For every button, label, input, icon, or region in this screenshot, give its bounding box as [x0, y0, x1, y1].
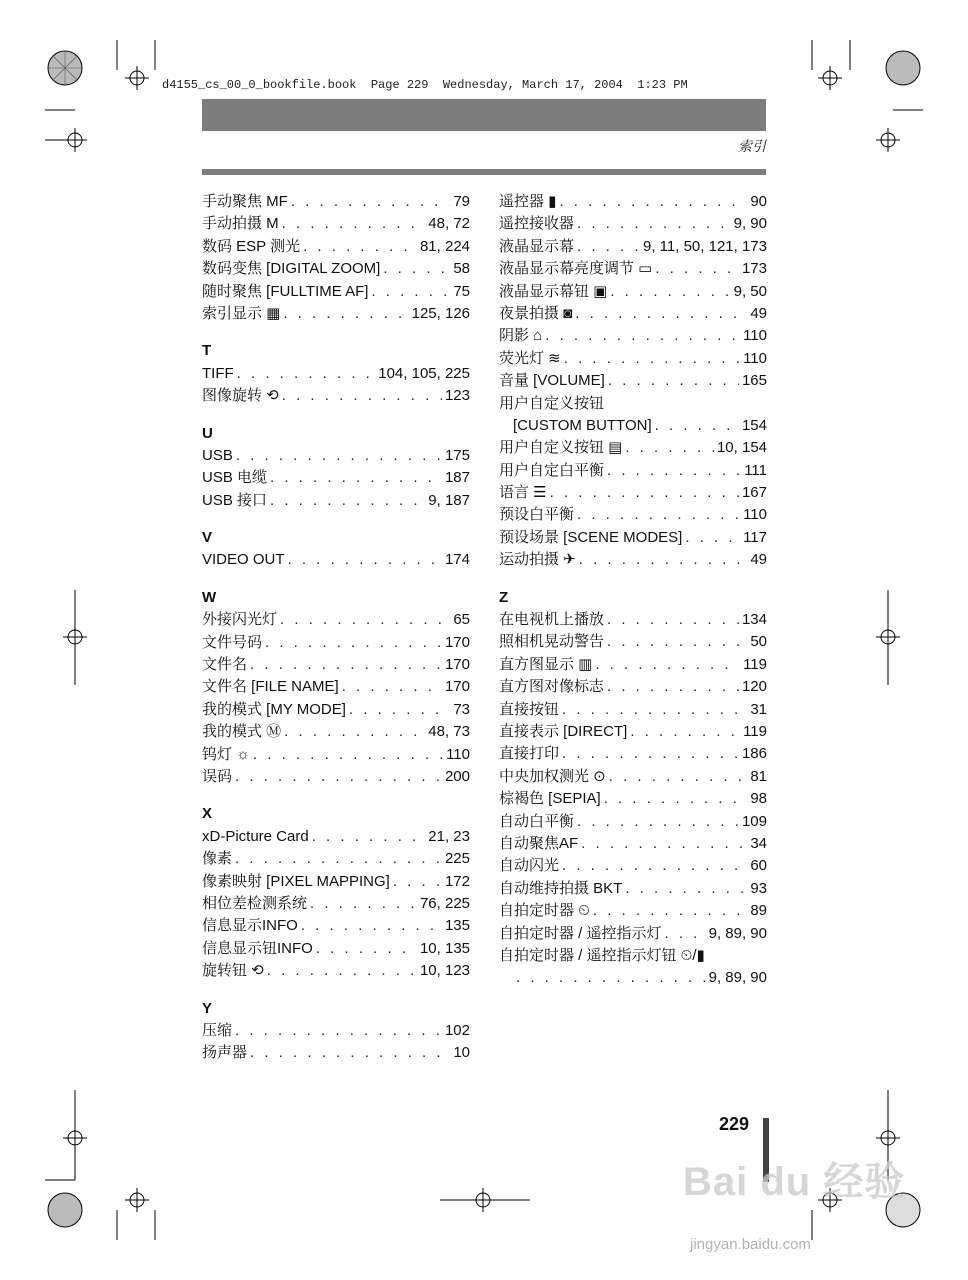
index-pages: 81 [750, 767, 767, 785]
index-pages: 111 [744, 461, 767, 479]
index-pages: 110 [743, 327, 767, 345]
index-pages: 110 [743, 506, 767, 524]
leader-dots [282, 385, 442, 407]
header-band [202, 99, 766, 131]
index-term: 旋转钮 ⟲ [202, 962, 264, 980]
index-pages: 9, 50 [733, 282, 767, 300]
index-term: 索引显示 ▦ [202, 304, 281, 322]
index-term: 液晶显示幕钮 ▣ [499, 282, 608, 300]
leader-dots [253, 744, 443, 766]
index-term: 预设场景 [SCENE MODES] [499, 528, 683, 546]
index-term: 用户自定义按钮 [499, 394, 605, 412]
leader-dots [625, 437, 714, 459]
index-pages: 165 [741, 372, 767, 390]
leader-dots [235, 1020, 442, 1042]
watermark-site: jingyan.baidu.com [690, 1236, 811, 1253]
index-entry [499, 281, 767, 303]
index-term: 直接表示 [DIRECT] [499, 722, 628, 740]
index-term: 外接闪光灯 [202, 611, 278, 629]
index-entry [499, 258, 767, 280]
index-pages: 110 [446, 745, 470, 763]
index-pages: 175 [444, 446, 470, 464]
index-term: 数码 ESP 测光 [202, 237, 301, 255]
index-entry [499, 833, 767, 855]
index-column-right [499, 191, 767, 990]
leader-dots [607, 631, 747, 653]
index-pages: 21, 23 [428, 827, 470, 845]
index-pages: 9, 89, 90 [708, 969, 767, 987]
index-term: 手动聚焦 MF [202, 193, 288, 210]
index-entry [499, 788, 767, 810]
index-entry [499, 437, 767, 459]
leader-dots [283, 303, 408, 325]
leader-dots [282, 213, 426, 235]
leader-dots [301, 915, 442, 937]
index-term: 数码变焦 [DIGITAL ZOOM] [202, 260, 381, 278]
leader-dots [564, 348, 740, 370]
index-entry [202, 549, 470, 571]
leader-dots [607, 609, 739, 631]
index-entry [499, 878, 767, 900]
index-term: [CUSTOM BUTTON] [513, 416, 652, 434]
index-term: 自动闪光 [499, 857, 560, 875]
index-term: 信息显示钮INFO [202, 939, 313, 957]
index-letter-heading: Y [202, 999, 213, 1017]
index-pages: 48, 72 [428, 215, 470, 233]
index-entry [499, 676, 767, 698]
index-entry [202, 893, 470, 915]
index-pages: 104, 105, 225 [378, 364, 470, 382]
index-pages: 76, 225 [419, 894, 470, 912]
index-entry [202, 1020, 470, 1042]
leader-dots [393, 871, 442, 893]
index-pages: 65 [453, 611, 470, 629]
index-term: 荧光灯 ≋ [499, 349, 561, 367]
index-term: 信息显示INFO [202, 917, 298, 935]
index-pages: 31 [750, 700, 767, 718]
index-term: 用户自定义按钮 ▤ [499, 439, 623, 457]
index-entry [499, 213, 767, 235]
index-term: 在电视机上播放 [499, 611, 605, 629]
index-letter-heading: U [202, 424, 213, 442]
leader-dots [577, 213, 731, 235]
index-entry [202, 871, 470, 893]
index-entry [499, 303, 767, 325]
index-entry [499, 900, 767, 922]
index-entry [202, 915, 470, 937]
index-entry [202, 281, 470, 303]
index-pages: 98 [750, 790, 767, 808]
index-term: 遥控接收器 [499, 215, 575, 233]
leader-dots [237, 363, 376, 385]
index-term: 液晶显示幕亮度调节 ▭ [499, 260, 653, 278]
index-term: 夜景拍摄 ◙ [499, 304, 573, 322]
leader-dots [270, 467, 442, 489]
index-pages: 9, 90 [733, 215, 767, 233]
index-entry [202, 445, 470, 467]
leader-dots [607, 460, 741, 482]
index-term: USB 接口 [202, 491, 268, 509]
leader-dots [265, 632, 442, 654]
index-pages: 9, 11, 50, 121, 173 [643, 237, 767, 255]
leader-dots [562, 699, 747, 721]
index-pages: 10 [453, 1044, 470, 1062]
index-term: 自动白平衡 [499, 812, 575, 830]
leader-dots [371, 281, 450, 303]
index-entry [499, 967, 767, 989]
leader-dots [665, 923, 706, 945]
index-pages: 109 [741, 812, 767, 830]
index-entry [202, 654, 470, 676]
index-entry [202, 744, 470, 766]
leader-dots [562, 855, 747, 877]
index-entry [202, 609, 470, 631]
index-pages: 186 [741, 745, 767, 763]
leader-dots [610, 281, 730, 303]
index-term: 遥控器 ▮ [499, 193, 557, 210]
index-pages: 10, 123 [419, 962, 470, 980]
index-pages: 170 [444, 633, 470, 651]
index-pages: 58 [453, 260, 470, 278]
leader-dots [595, 654, 740, 676]
index-term: 阴影 ⌂ [499, 327, 543, 345]
index-term: TIFF [202, 364, 234, 382]
leader-dots [284, 721, 425, 743]
header-rule [202, 169, 766, 175]
index-entry [202, 960, 470, 982]
index-entry [202, 213, 470, 235]
index-pages: 172 [444, 872, 470, 890]
index-term: 用户自定白平衡 [499, 461, 605, 479]
index-letter-heading: Z [499, 588, 509, 606]
index-pages: 81, 224 [419, 237, 470, 255]
index-term: 自动维持拍摄 BKT [499, 879, 623, 897]
index-term: 预设白平衡 [499, 506, 575, 524]
index-pages: 73 [453, 700, 470, 718]
index-term: VIDEO OUT [202, 551, 285, 569]
index-pages: 173 [741, 260, 767, 278]
index-term: 直接按钮 [499, 700, 560, 718]
index-term: 自拍定时器 ⏲ [499, 902, 590, 920]
leader-dots [579, 549, 748, 571]
index-term: 随时聚焦 [FULLTIME AF] [202, 282, 369, 300]
index-term: 直方图对像标志 [499, 678, 605, 696]
index-term: 我的模式 [MY MODE] [202, 700, 346, 718]
index-entry [499, 549, 767, 571]
leader-dots [581, 833, 747, 855]
index-pages: 60 [750, 857, 767, 875]
index-pages: 10, 135 [419, 939, 470, 957]
index-entry [499, 945, 767, 967]
index-term: 自拍定时器 / 遥控指示灯 [499, 924, 662, 942]
index-pages: 120 [741, 678, 767, 696]
index-column-left [202, 191, 470, 1065]
index-entry [499, 504, 767, 526]
index-pages: 154 [741, 416, 767, 434]
leader-dots [685, 527, 740, 549]
index-term: 手动拍摄 M [202, 215, 279, 233]
index-pages: 79 [453, 193, 470, 210]
index-entry [202, 938, 470, 960]
leader-dots [609, 766, 748, 788]
index-pages: 110 [743, 349, 767, 367]
index-pages: 34 [750, 834, 767, 852]
index-entry [202, 766, 470, 788]
index-entry [499, 393, 767, 415]
index-entry [499, 482, 767, 504]
index-term: 音量 [VOLUME] [499, 372, 605, 390]
index-pages: 187 [444, 469, 470, 487]
leader-dots [608, 370, 739, 392]
index-pages: 49 [750, 304, 767, 322]
index-pages: 225 [444, 850, 470, 868]
index-pages: 102 [444, 1021, 470, 1039]
index-term: USB 电缆 [202, 469, 268, 487]
index-term: xD-Picture Card [202, 827, 309, 845]
leader-dots [655, 415, 739, 437]
index-term: 自拍定时器 / 遥控指示灯钮 ⏲/▮ [499, 946, 705, 964]
index-entry [202, 363, 470, 385]
leader-dots [655, 258, 739, 280]
index-term: 直方图显示 ▥ [499, 655, 593, 673]
index-pages: 117 [743, 528, 767, 546]
index-pages: 93 [750, 879, 767, 897]
index-entry [499, 721, 767, 743]
leader-dots [342, 676, 442, 698]
leader-dots [291, 191, 450, 213]
index-term: USB [202, 446, 233, 464]
index-pages: 90 [750, 193, 767, 210]
index-pages: 75 [453, 282, 470, 300]
page-number: 229 [719, 1114, 750, 1134]
index-entry [202, 848, 470, 870]
leader-dots [630, 721, 740, 743]
index-term: 像素 [202, 850, 233, 868]
leader-dots [516, 967, 706, 989]
index-pages: 167 [741, 484, 767, 502]
index-entry [499, 191, 767, 213]
leader-dots [607, 676, 739, 698]
index-entry [499, 766, 767, 788]
index-entry [202, 721, 470, 743]
leader-dots [235, 766, 442, 788]
leader-dots [545, 325, 740, 347]
leader-dots [250, 1042, 450, 1064]
index-pages: 10, 154 [716, 439, 767, 457]
leader-dots [280, 609, 450, 631]
index-entry [202, 303, 470, 325]
index-pages: 200 [444, 767, 470, 785]
section-title: 索引 [738, 138, 766, 154]
index-letter-heading: T [202, 342, 212, 360]
leader-dots [310, 893, 417, 915]
leader-dots [577, 811, 739, 833]
index-entry [202, 676, 470, 698]
leader-dots [383, 258, 450, 280]
leader-dots [316, 938, 417, 960]
index-entry [499, 631, 767, 653]
index-term: 直接打印 [499, 745, 560, 763]
index-pages: 170 [444, 678, 470, 696]
index-entry [499, 811, 767, 833]
index-entry [202, 258, 470, 280]
leader-dots [593, 900, 747, 922]
index-term: 像素映射 [PIXEL MAPPING] [202, 872, 390, 890]
index-term: 中央加权测光 ⊙ [499, 767, 606, 785]
index-entry [202, 490, 470, 512]
index-letter-heading: W [202, 588, 217, 606]
leader-dots [267, 960, 417, 982]
index-pages: 174 [444, 551, 470, 569]
index-term: 文件号码 [202, 633, 263, 651]
index-letter-heading: V [202, 529, 213, 547]
leader-dots [250, 654, 442, 676]
leader-dots [604, 788, 748, 810]
index-entry [499, 460, 767, 482]
index-entry [499, 654, 767, 676]
index-entry [202, 826, 470, 848]
index-entry [499, 855, 767, 877]
index-term: 语言 ☰ [499, 484, 547, 502]
index-term: 自动聚焦AF [499, 834, 579, 852]
index-pages: 170 [444, 656, 470, 674]
index-entry [202, 699, 470, 721]
index-pages: 49 [750, 551, 767, 569]
index-pages: 89 [750, 902, 767, 920]
leader-dots [577, 236, 640, 258]
index-term: 棕褐色 [SEPIA] [499, 790, 601, 808]
index-term: 运动拍摄 ✈ [499, 551, 576, 569]
index-term: 相位差检测系统 [202, 894, 308, 912]
index-letter-heading: X [202, 805, 213, 823]
leader-dots [577, 504, 740, 526]
index-entry [202, 236, 470, 258]
leader-dots [575, 303, 747, 325]
index-term: 图像旋转 ⟲ [202, 387, 279, 405]
index-entry [202, 467, 470, 489]
index-entry [499, 527, 767, 549]
index-term: 压缩 [202, 1021, 233, 1039]
index-term: 扬声器 [202, 1044, 248, 1062]
index-pages: 9, 187 [428, 491, 470, 509]
leader-dots [288, 549, 442, 571]
index-entry [499, 236, 767, 258]
index-pages: 50 [750, 633, 767, 651]
index-term: 文件名 [FILE NAME] [202, 678, 339, 696]
index-entry [499, 699, 767, 721]
index-entry [202, 632, 470, 654]
index-term: 误码 [202, 767, 233, 785]
watermark-logo: Bai du 经验 [683, 1160, 906, 1204]
index-entry [499, 348, 767, 370]
index-entry [499, 743, 767, 765]
index-pages: 48, 73 [428, 723, 470, 741]
leader-dots [349, 699, 450, 721]
index-pages: 123 [444, 387, 470, 405]
leader-dots [235, 848, 442, 870]
index-entry [499, 609, 767, 631]
index-pages: 9, 89, 90 [708, 924, 767, 942]
index-entry [202, 1042, 470, 1064]
index-pages: 135 [444, 917, 470, 935]
index-term: 我的模式 Ⓜ [202, 723, 282, 741]
index-entry [499, 370, 767, 392]
print-header: d4155_cs_00_0_bookfile.book Page 229 Wednesday, March 17, 2004 1:23 PM [162, 78, 688, 92]
index-entry [499, 923, 767, 945]
index-pages: 119 [743, 655, 767, 673]
index-term: 钨灯 ☼ [202, 745, 250, 763]
index-pages: 125, 126 [411, 304, 470, 322]
leader-dots [550, 482, 739, 504]
index-term: 文件名 [202, 656, 248, 674]
leader-dots [625, 878, 747, 900]
leader-dots [562, 743, 739, 765]
index-pages: 134 [741, 611, 767, 629]
index-term: 照相机晃动警告 [499, 633, 605, 651]
leader-dots [303, 236, 417, 258]
index-entry [202, 191, 470, 213]
index-entry [499, 325, 767, 347]
leader-dots [270, 490, 425, 512]
leader-dots [559, 191, 747, 213]
index-entry [499, 415, 767, 437]
index-entry [202, 385, 470, 407]
leader-dots [236, 445, 442, 467]
index-term: 液晶显示幕 [499, 237, 575, 255]
leader-dots [312, 826, 426, 848]
index-pages: 119 [743, 722, 767, 740]
